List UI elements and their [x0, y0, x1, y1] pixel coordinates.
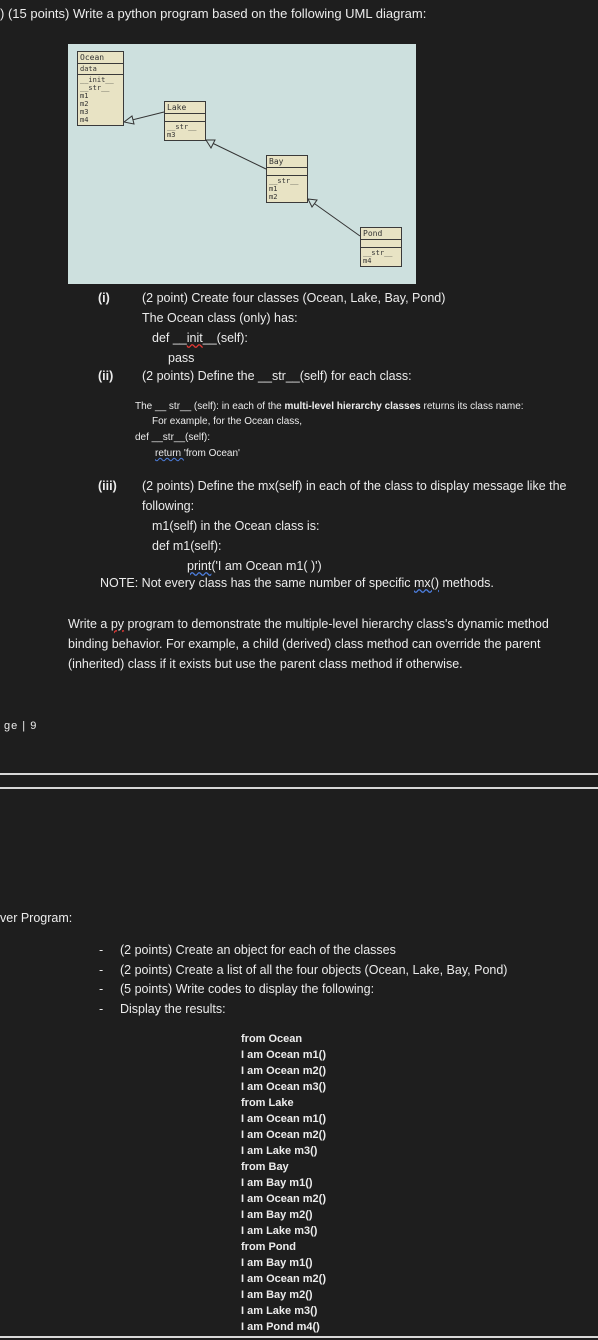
method: __str__ [269, 177, 299, 185]
driver-title: ver Program: [0, 911, 73, 925]
class-lake [164, 101, 206, 141]
item-ii-small2: For example, for the Ocean class, [152, 416, 303, 427]
bullet-item: (2 points) Create a list of all the four objects (Ocean, Lake, Bay, Pond) [120, 963, 508, 977]
question-heading: ) (15 points) Write a python program based on the following UML diagram: [0, 6, 427, 21]
method: m2 [80, 100, 89, 108]
note-line: NOTE: Not every class has the same number of specific mx() methods. [100, 576, 494, 590]
method: m2 [269, 193, 278, 201]
paragraph-line2: binding behavior. For example, a child (derived) class method can override the parent [68, 637, 541, 651]
page-divider [0, 787, 598, 789]
class-name: Ocean [78, 52, 123, 64]
item-iii-number: (iii) [98, 479, 117, 493]
item-ii-text: (2 points) Define the __str__(self) for each class: [142, 369, 412, 383]
output-line: from Pond [241, 1241, 296, 1253]
class-name: Bay [267, 156, 307, 168]
class-attribute: data [78, 64, 123, 75]
output-line: I am Lake m3() [241, 1305, 318, 1317]
output-line: I am Ocean m1() [241, 1113, 326, 1125]
output-line: I am Ocean m2() [241, 1065, 326, 1077]
output-line: I am Ocean m2() [241, 1193, 326, 1205]
output-line: from Lake [241, 1097, 294, 1109]
method: __str__ [167, 123, 197, 131]
output-line: I am Ocean m3() [241, 1081, 326, 1093]
method: __init__ [80, 76, 114, 84]
bullet-mark: - [99, 943, 104, 957]
item-ii-small1: The __ str__ (self): in each of the multi-level hierarchy classes returns its class name: [135, 401, 524, 412]
bullet-mark: - [99, 982, 104, 996]
item-iii-line3: m1(self) in the Ocean class is: [152, 519, 320, 533]
output-block [241, 1031, 326, 1335]
output-line: I am Pond m4() [241, 1321, 320, 1333]
method: m3 [167, 131, 176, 139]
output-line: I am Lake m3() [241, 1145, 318, 1157]
class-bay [266, 155, 308, 203]
page-divider [0, 1336, 598, 1338]
bullet-mark: - [99, 1002, 104, 1016]
output-line: I am Ocean m2() [241, 1273, 326, 1285]
output-line: I am Bay m2() [241, 1289, 313, 1301]
paragraph-line1: Write a py program to demonstrate the multiple-level hierarchy class's dynamic method [68, 617, 549, 631]
page-divider [0, 773, 598, 775]
item-i-number: (i) [98, 291, 110, 305]
item-iii-text1: (2 points) Define the mx(self) in each of the class to display message like the [142, 479, 567, 493]
item-ii-return: return 'from Ocean' [155, 448, 240, 459]
output-line: I am Ocean m1() [241, 1049, 326, 1061]
item-ii-def: def __str__(self): [135, 432, 211, 443]
output-line: from Bay [241, 1161, 289, 1173]
item-iii-def: def m1(self): [152, 539, 222, 553]
item-iii-text2: following: [142, 499, 195, 513]
class-pond [360, 227, 402, 267]
bullet-item: (2 points) Create an object for each of the classes [120, 943, 396, 957]
item-i-pass: pass [168, 351, 195, 365]
method: m4 [80, 116, 89, 124]
bullet-item: Display the results: [120, 1002, 226, 1016]
item-i-line2: The Ocean class (only) has: [142, 311, 298, 325]
bullet-item: (5 points) Write codes to display the following: [120, 982, 375, 996]
class-name: Pond [361, 228, 401, 240]
page-number: ge | 9 [4, 720, 38, 732]
item-i-def: def __init__(self): [152, 331, 248, 345]
method: m1 [269, 185, 278, 193]
class-name: Lake [165, 102, 205, 114]
method: __str__ [80, 84, 110, 92]
item-i-text: (2 point) Create four classes (Ocean, Lake, Bay, Pond) [142, 291, 446, 305]
method: m3 [80, 108, 89, 116]
output-line: I am Bay m1() [241, 1177, 313, 1189]
method: __str__ [363, 249, 393, 257]
method: m4 [363, 257, 372, 265]
paragraph-line3: (inherited) class if it exists but use the parent class method if otherwise. [68, 657, 463, 671]
item-ii-number: (ii) [98, 369, 114, 383]
output-line: I am Bay m2() [241, 1209, 313, 1221]
output-line: I am Bay m1() [241, 1257, 313, 1269]
class-ocean [77, 51, 124, 126]
bullet-mark: - [99, 963, 104, 977]
output-line: from Ocean [241, 1033, 303, 1045]
uml-diagram [68, 44, 416, 284]
item-iii-print: print('I am Ocean m1( )') [187, 559, 322, 573]
output-line: I am Ocean m2() [241, 1129, 326, 1141]
output-line: I am Lake m3() [241, 1225, 318, 1237]
method: m1 [80, 92, 89, 100]
